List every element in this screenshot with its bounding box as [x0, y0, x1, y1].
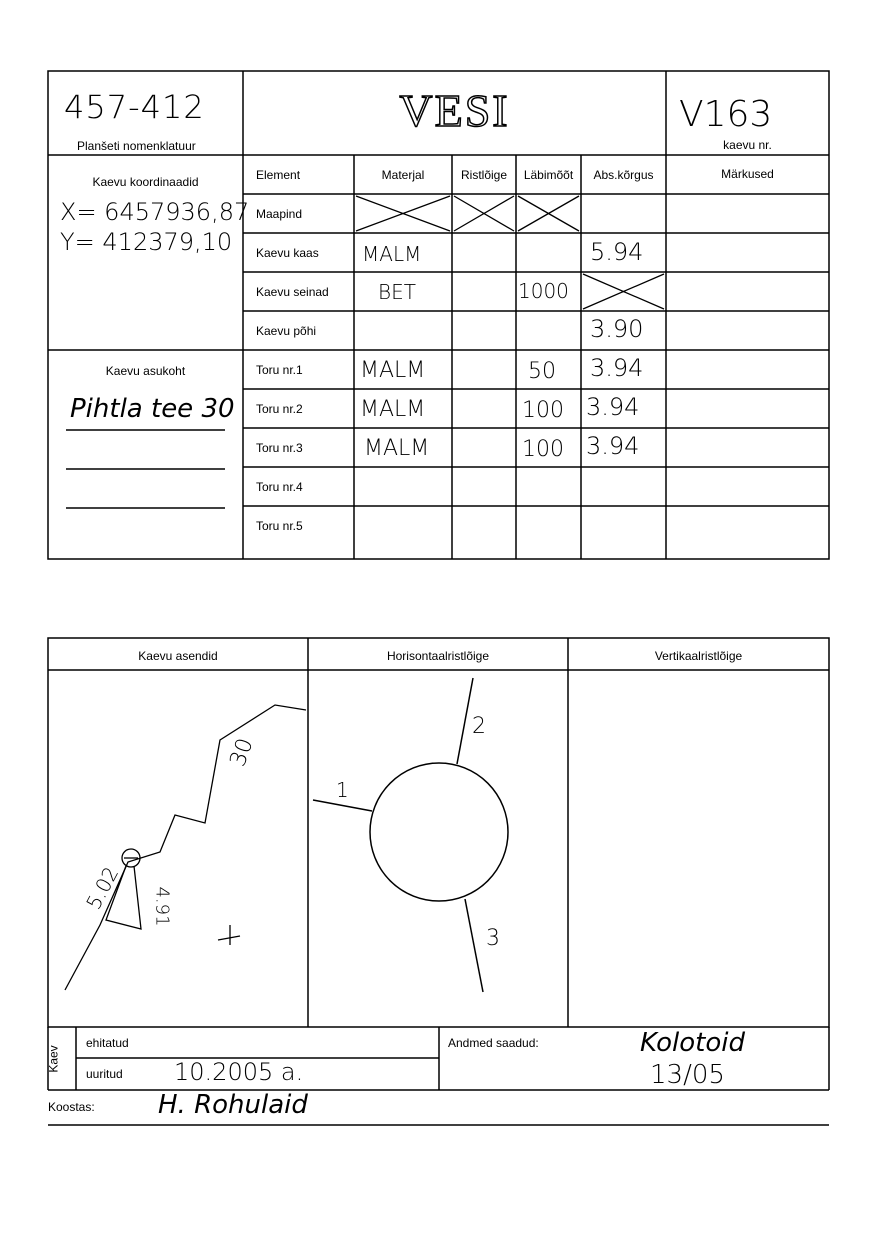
row-element: Maapind: [256, 207, 303, 221]
row-material: BET: [378, 280, 416, 304]
coordinate-x: X= 6457936,87: [60, 198, 250, 226]
built-label: ehitatud: [86, 1036, 129, 1050]
location-address: Pihtla tee 30: [70, 394, 235, 424]
row-element: Toru nr.4: [256, 480, 303, 494]
row-diameter: 100: [522, 437, 564, 462]
location-label: Kaevu asukoht: [105, 364, 186, 378]
pipe-label-3: 3: [486, 926, 500, 951]
row-diameter: 100: [522, 398, 564, 423]
surveyed-value: 10.2005 a.: [174, 1058, 304, 1086]
col-header-material: Materjal: [381, 168, 425, 182]
well-position-sketch: [65, 705, 306, 990]
col-header-notes: Märkused: [721, 167, 774, 181]
coordinate-y: Y= 412379,10: [60, 228, 233, 256]
pipe-label-1: 1: [336, 778, 349, 802]
dimension-1: 5.02: [81, 862, 124, 914]
row-material: MALM: [360, 397, 426, 422]
row-diameter: 50: [528, 359, 556, 384]
sheet-number: 457-412: [64, 88, 205, 126]
row-abs: 3.90: [590, 315, 644, 343]
row-material: MALM: [362, 242, 422, 266]
row-diameter: 1000: [518, 279, 569, 303]
row-element: Kaevu seinad: [256, 285, 329, 299]
data-source-value: Kolotoid: [640, 1028, 745, 1058]
coordinates-label: Kaevu koordinaadid: [92, 175, 199, 189]
row-element: Toru nr.5: [256, 519, 303, 533]
col-header-diameter: Läbimõõt: [523, 168, 574, 182]
data-source-date: 13/05: [650, 1060, 725, 1090]
row-abs: 3.94: [586, 432, 640, 460]
sketch-header-position: Kaevu asendid: [138, 649, 218, 663]
row-material: MALM: [360, 358, 426, 383]
dimension-2: 4.91: [151, 886, 173, 927]
sheet-label: Planšeti nomenklatuur: [77, 139, 196, 153]
row-abs: 5.94: [590, 238, 644, 266]
data-source-label: Andmed saadud:: [448, 1036, 539, 1050]
row-element: Kaevu kaas: [256, 246, 319, 260]
sketch-header-vertical: Vertikaalristlõige: [654, 649, 743, 663]
row-element: Toru nr.2: [256, 402, 303, 416]
author-label: Koostas:: [48, 1100, 95, 1114]
surveyed-label: uuritud: [86, 1067, 123, 1081]
sketch-header-horizontal: Horisontaalristlõige: [386, 649, 490, 663]
sketch-frame: [48, 638, 829, 1027]
row-abs: 3.94: [590, 354, 644, 382]
row-element: Kaevu põhi: [256, 324, 317, 338]
pipe-label-2: 2: [472, 714, 486, 739]
house-number: 30: [225, 735, 259, 770]
col-header-cross: Ristlõige: [460, 168, 508, 182]
well-number-label: kaevu nr.: [723, 138, 772, 152]
row-material: MALM: [364, 436, 430, 461]
kaev-side-label: Kaev: [46, 1045, 61, 1073]
row-abs: 3.94: [586, 393, 640, 421]
author-value: H. Rohulaid: [158, 1090, 308, 1120]
well-number: V163: [679, 94, 773, 135]
col-header-abs: Abs.kõrgus: [593, 168, 654, 182]
row-element: Toru nr.3: [256, 441, 303, 455]
page-title: VESI: [399, 85, 510, 136]
col-header-element: Element: [256, 168, 301, 182]
row-element: Toru nr.1: [256, 363, 303, 377]
